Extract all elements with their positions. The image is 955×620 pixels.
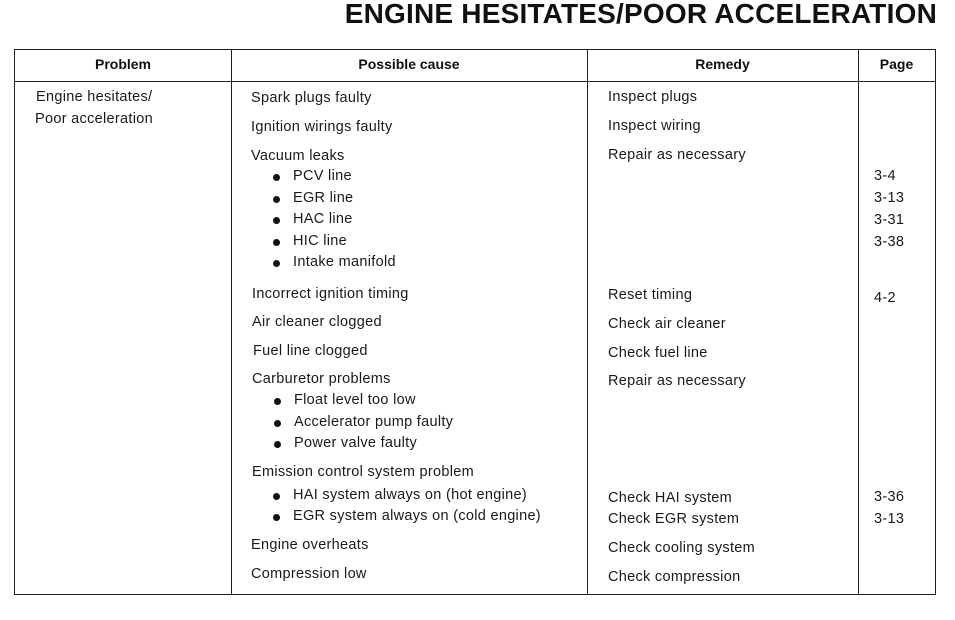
- page-ref-hai: 3-36: [874, 489, 905, 505]
- cause-spark-plugs: Spark plugs faulty: [251, 90, 372, 106]
- cause-vacuum-hic: HIC line: [293, 233, 347, 249]
- page-ref-egr: 3-13: [874, 190, 905, 206]
- column-divider: [858, 50, 859, 594]
- remedy-check-fuel-line: Check fuel line: [608, 345, 708, 361]
- remedy-check-egr: Check EGR system: [608, 511, 740, 527]
- cause-carburetor: Carburetor problems: [252, 371, 391, 387]
- cause-carb-power-valve: Power valve faulty: [294, 435, 418, 451]
- cause-ignition-timing: Incorrect ignition timing: [252, 286, 409, 302]
- header-problem: Problem: [94, 56, 151, 72]
- remedy-check-hai: Check HAI system: [608, 490, 733, 506]
- header-possible-cause: Possible cause: [358, 56, 460, 72]
- bullet-icon: [274, 398, 281, 405]
- bullet-icon: [273, 514, 280, 521]
- column-divider: [587, 50, 588, 594]
- cause-carb-float: Float level too low: [294, 392, 416, 408]
- page-ref-pcv: 3-4: [874, 168, 896, 184]
- header-divider: [15, 81, 935, 82]
- cause-emission-egr: EGR system always on (cold engine): [293, 508, 541, 524]
- cause-overheats: Engine overheats: [251, 537, 369, 553]
- page-ref-hac: 3-31: [874, 212, 905, 228]
- column-divider: [231, 50, 232, 594]
- cause-vacuum-intake: Intake manifold: [293, 254, 396, 270]
- cause-vacuum-leaks: Vacuum leaks: [251, 148, 345, 164]
- header-page: Page: [879, 56, 914, 72]
- cause-vacuum-egr: EGR line: [293, 190, 354, 206]
- remedy-check-cooling: Check cooling system: [608, 540, 756, 556]
- bullet-icon: [273, 196, 280, 203]
- cause-vacuum-hac: HAC line: [293, 211, 353, 227]
- problem-line-2: Poor acceleration: [35, 111, 153, 127]
- cause-ignition-wirings: Ignition wirings faulty: [251, 119, 393, 135]
- cause-vacuum-pcv: PCV line: [293, 168, 352, 184]
- cause-compression: Compression low: [251, 566, 367, 582]
- bullet-icon: [274, 420, 281, 427]
- remedy-repair-carburetor: Repair as necessary: [608, 373, 746, 389]
- cause-air-cleaner: Air cleaner clogged: [252, 314, 382, 330]
- remedy-reset-timing: Reset timing: [608, 287, 693, 303]
- cause-emission: Emission control system problem: [252, 464, 475, 480]
- cause-fuel-line: Fuel line clogged: [253, 343, 368, 359]
- bullet-icon: [273, 174, 280, 181]
- remedy-check-air-cleaner: Check air cleaner: [608, 316, 726, 332]
- page-ref-egr-system: 3-13: [874, 511, 905, 527]
- remedy-check-compression: Check compression: [608, 569, 741, 585]
- page-title: ENGINE HESITATES/POOR ACCELERATION: [344, 0, 937, 29]
- troubleshooting-table: [14, 49, 936, 595]
- bullet-icon: [273, 239, 280, 246]
- page-ref-hic: 3-38: [874, 234, 905, 250]
- remedy-inspect-wiring: Inspect wiring: [608, 118, 701, 134]
- bullet-icon: [273, 493, 280, 500]
- cause-emission-hai: HAI system always on (hot engine): [293, 487, 527, 503]
- problem-line-1: Engine hesitates/: [36, 89, 153, 105]
- remedy-inspect-plugs: Inspect plugs: [608, 89, 698, 105]
- page-ref-timing: 4-2: [874, 290, 896, 306]
- bullet-icon: [274, 441, 281, 448]
- remedy-repair-vacuum: Repair as necessary: [608, 147, 746, 163]
- header-remedy: Remedy: [695, 56, 750, 72]
- bullet-icon: [273, 217, 280, 224]
- cause-carb-accelerator: Accelerator pump faulty: [294, 414, 454, 430]
- bullet-icon: [273, 260, 280, 267]
